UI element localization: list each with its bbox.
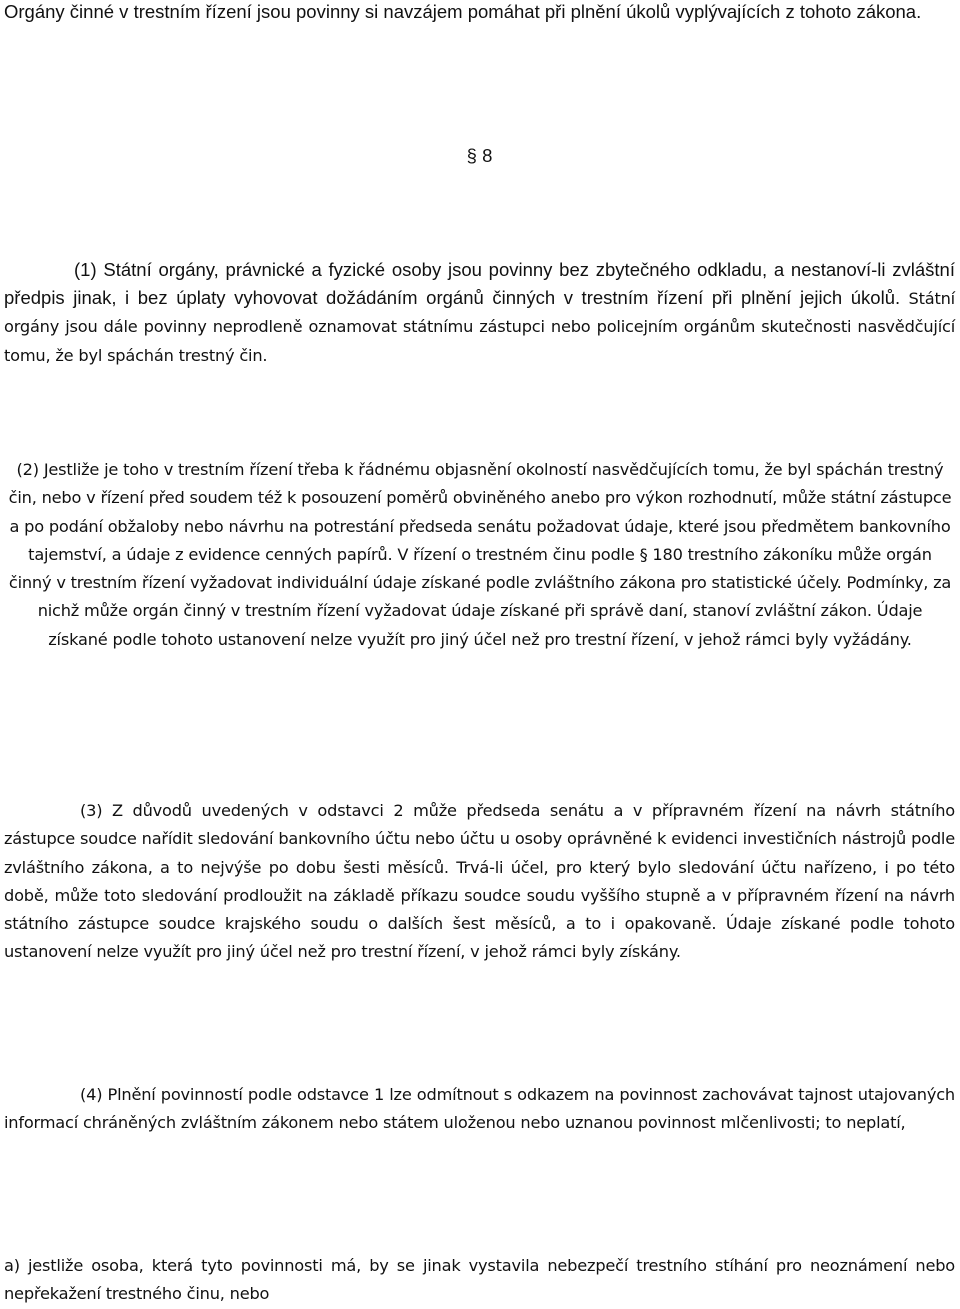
paragraph-3: (3) Z důvodů uvedených v odstavci 2 může předseda senátu a v přípravném řízení na návrh státního zástupce soudce nařídit sledování bankovního účtu nebo účtu u osoby oprávněné k evidenci investičních nástrojů podle zvláštního zákona, a to nejvýše po dobu šesti měsíců. Trvá-li účel, pro který bylo sledování účtu nařízeno, i po této době, může toto sledování prodloužit na základě příkazu soudce soudu vyššího stupně a v přípravném řízení na návrh státního zástupce soudce krajského soudu o dalších šest měsíců, a to i opakovaně. Údaje získané podle tohoto ustanovení nelze využít pro jiný účel než pro trestní řízení, v jehož rámci byly získány.	[4, 801, 955, 962]
paragraph-4: (4) Plnění povinností podle odstavce 1 lze odmítnout s odkazem na povinnost zachovávat tajnost utajovaných informací chráněných zvláštním zákonem nebo státem uloženou nebo uznanou povinnost mlčenlivosti; to neplatí,	[4, 1085, 955, 1133]
paragraph-2: (2) Jestliže je toho v trestním řízení třeba k řádnému objasnění okolností nasvědčujících tomu, že byl spáchán trestný čin, nebo v řízení před soudem též k posouzení poměrů obviněného anebo pro výkon rozhodnutí, může státní zástupce a po podání obžaloby nebo návrhu na potrestání předseda senátu požadovat údaje, které jsou předmětem bankovního tajemství, a údaje z evidence cenných papírů. V řízení o trestném činu podle § 180 trestního zákoníku může orgán činný v trestním řízení vyžadovat individuální údaje získané podle zvláštního zákona pro statistické účely. Podmínky, za nichž může orgán činný v trestním řízení vyžadovat údaje získané při správě daní, stanoví zvláštní zákon. Údaje získané podle tohoto ustanovení nelze využít pro jiný účel než pro trestní řízení, v jehož rámci byly vyžádány.	[8, 460, 952, 649]
intro-paragraph: Orgány činné v trestním řízení jsou povinny si navzájem pomáhat při plnění úkolů vyplývajících z tohoto zákona.	[4, 1, 922, 22]
section-heading: § 8	[466, 145, 493, 166]
paragraph-1	[4, 256, 955, 370]
paragraph-1-part-a: (1) Státní orgány, právnické a fyzické osoby jsou povinny bez zbytečného odkladu, a nestanoví-li zvláštní předpis jinak, i bez úplaty vyhovovat dožádáním orgánů činných v trestním řízení při plnění jejich úkolů.	[4, 259, 955, 308]
paragraph-5: a) jestliže osoba, která tyto povinnosti má, by se jinak vystavila nebezpečí trestního stíhání pro neoznámení nebo nepřekažení trestného činu, nebo	[4, 1256, 955, 1304]
paragraph-1-part-b: Státní orgány jsou dále povinny neprodleně oznamovat státnímu zástupci nebo policejním orgánům skutečnosti nasvědčující tomu, že byl spáchán trestný čin.	[4, 289, 955, 365]
